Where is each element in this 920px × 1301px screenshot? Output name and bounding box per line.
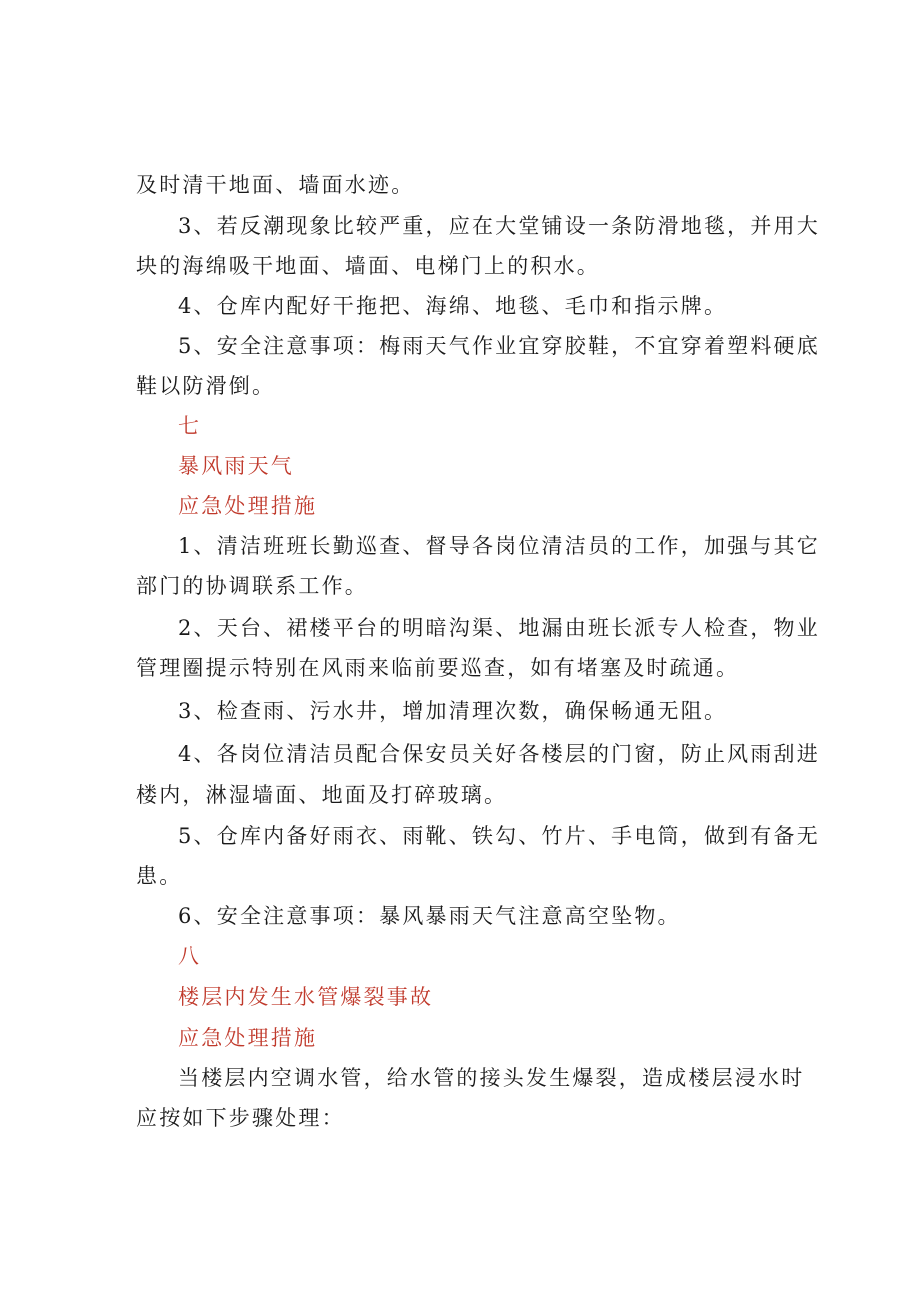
paragraph-line: 应按如下步骤处理： — [136, 1106, 345, 1130]
paragraph-line: 5、安全注意事项：梅雨天气作业宜穿胶鞋，不宜穿着塑料硬底 — [178, 334, 820, 358]
section-title-heading: 楼层内发生水管爆裂事故 — [178, 985, 434, 1009]
paragraph-line: 当楼层内空调水管，给水管的接头发生爆裂，造成楼层浸水时 — [178, 1066, 805, 1090]
paragraph-line: 3、若反潮现象比较严重，应在大堂铺设一条防滑地毯，并用大 — [178, 214, 820, 238]
paragraph-line: 管理圈提示特别在风雨来临前要巡查，如有堵塞及时疏通。 — [136, 656, 740, 680]
paragraph-line: 4、各岗位清洁员配合保安员关好各楼层的门窗，防止风雨刮进 — [178, 742, 820, 766]
paragraph-line: 4、仓库内配好干拖把、海绵、地毯、毛巾和指示牌。 — [178, 294, 728, 318]
section-number-heading: 八 — [178, 944, 202, 968]
section-title-heading: 暴风雨天气 — [178, 454, 294, 478]
paragraph-line: 楼内，淋湿墙面、地面及打碎玻璃。 — [136, 783, 508, 807]
section-subtitle-heading: 应急处理措施 — [178, 1026, 318, 1050]
paragraph-line: 块的海绵吸干地面、墙面、电梯门上的积水。 — [136, 254, 600, 278]
paragraph-line: 5、仓库内备好雨衣、雨靴、铁勾、竹片、手电筒，做到有备无 — [178, 824, 820, 848]
paragraph-line: 及时清干地面、墙面水迹。 — [136, 173, 415, 197]
paragraph-line: 1、清洁班班长勤巡查、督导各岗位清洁员的工作，加强与其它 — [178, 534, 820, 558]
section-subtitle-heading: 应急处理措施 — [178, 494, 318, 518]
paragraph-line: 鞋以防滑倒。 — [136, 374, 276, 398]
paragraph-line: 3、检查雨、污水井，增加清理次数，确保畅通无阻。 — [178, 699, 728, 723]
paragraph-line: 部门的协调联系工作。 — [136, 574, 368, 598]
paragraph-line: 6、安全注意事项：暴风暴雨天气注意高空坠物。 — [178, 904, 681, 928]
section-number-heading: 七 — [178, 414, 202, 438]
paragraph-line: 2、天台、裙楼平台的明暗沟渠、地漏由班长派专人检查，物业 — [178, 616, 820, 640]
paragraph-line: 患。 — [136, 864, 183, 888]
